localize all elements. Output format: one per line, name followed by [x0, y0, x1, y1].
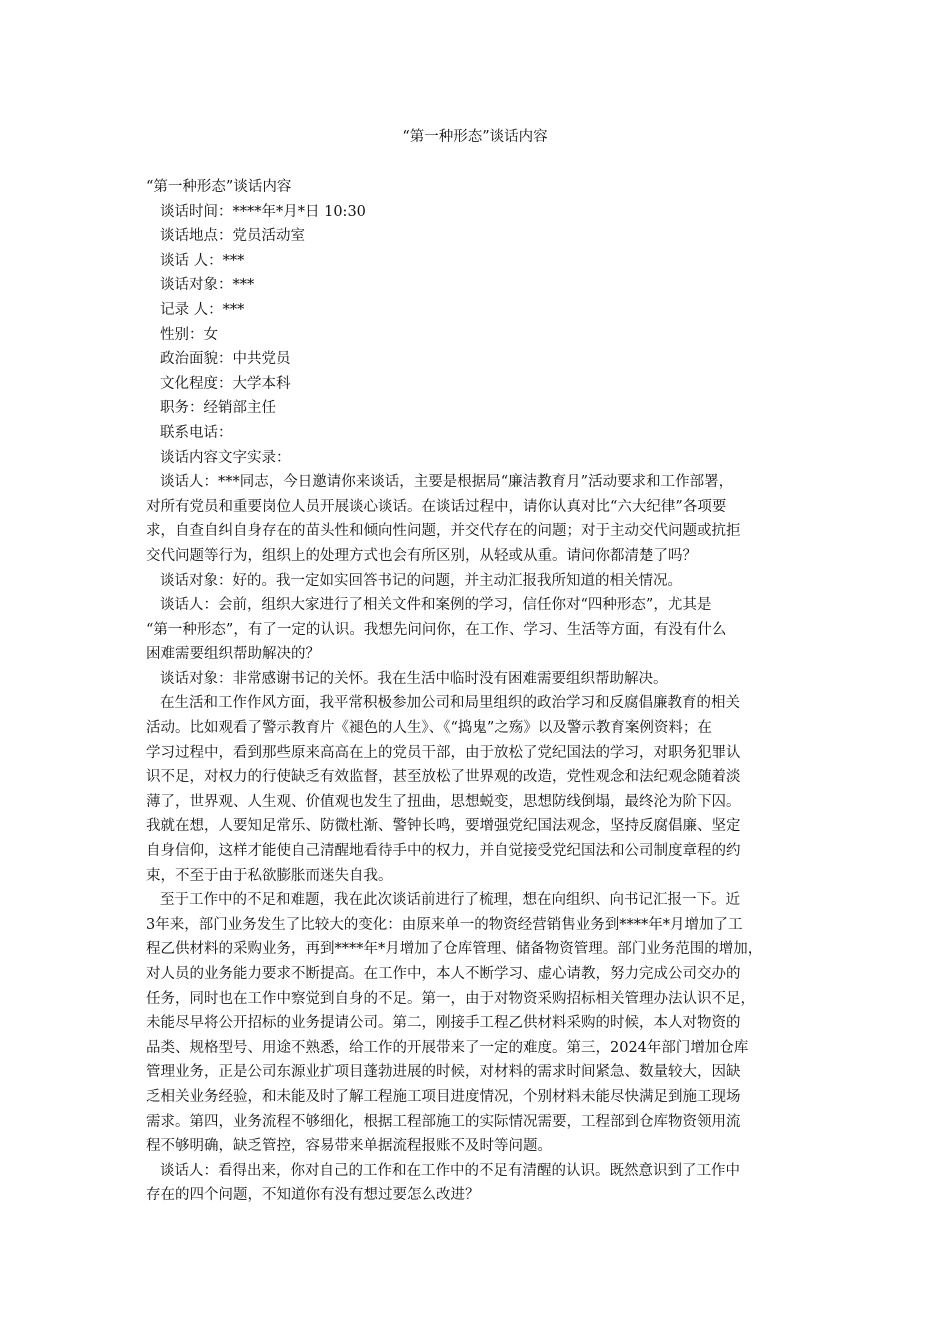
text-line: 在生活和工作作风方面，我平常积极参加公司和局里组织的政治学习和反腐倡廉教育的相关	[160, 695, 740, 712]
text-line: 识不足，对权力的行使缺乏有效监督，甚至放松了世界观的改造，党性观念和法纪观念随着淡	[146, 769, 741, 786]
text-line: 活动。比如观看了警示教育片《褪色的人生》、《“捣鬼”之殇》以及警示教育案例资料；在	[146, 720, 712, 737]
text-line: 品类、规格型号、用途不熟悉，给工作的开展带来了一定的难度。第三，2024年部门增加仓库	[146, 1039, 749, 1056]
text-line: 存在的四个问题，不知道你有没有想过要怎么改进？	[146, 1187, 480, 1204]
text-line: 至于工作中的不足和难题，我在此次谈话前进行了梳理，想在向组织、向书记汇报一下。近	[160, 892, 740, 909]
text-line: 交代问题等行为，组织上的处理方式也会有所区别，从轻或从重。请问你都清楚了吗？	[146, 547, 697, 564]
text-line: 谈话时间：****年*月*日 10:30	[160, 203, 366, 220]
text-line: 联系电话：	[160, 424, 233, 441]
text-line: 职务：经销部主任	[160, 400, 276, 417]
document-body	[146, 175, 812, 1208]
text-line: 未能尽早将公开招标的业务提请公司。第二，刚接手工程乙供材料采购的时候，本人对物资的	[146, 1015, 741, 1032]
text-line: 薄了，世界观、人生观、价值观也发生了扭曲，思想蜕变，思想防线倒塌，最终沦为阶下囚。	[146, 793, 741, 810]
text-line: 谈话对象：***	[160, 277, 255, 294]
text-line: 对人员的业务能力要求不断提高。在工作中，本人不断学习、虚心请教，努力完成公司交办的	[146, 966, 741, 982]
text-line: 学习过程中，看到那些原来高高在上的党员干部，由于放松了党纪国法的学习，对职务犯罪认	[146, 744, 741, 761]
text-line: 任务，同时也在工作中察觉到自身的不足。第一，由于对物资采购招标相关管理办法认识不足，	[146, 990, 755, 1007]
text-line: 自身信仰，这样才能使自己清醒地看待手中的权力，并自觉接受党纪国法和公司制度章程的约	[146, 843, 741, 860]
text-line: 谈话地点：党员活动室	[160, 228, 305, 245]
text-line: 困难需要组织帮助解决的？	[146, 646, 320, 663]
text-line: 谈话内容文字实录：	[160, 449, 291, 466]
text-line: 谈话 人：***	[160, 252, 245, 269]
text-line: 政治面貌：中共党员	[160, 351, 291, 368]
text-line: 性别：女	[160, 326, 218, 343]
text-line: 束，不至于由于私欲膨胀而迷失自我。	[146, 867, 393, 884]
text-line: 我就在想，人要知足常乐、防微杜渐、警钟长鸣，要增强党纪国法观念，坚持反腐倡廉、坚定	[146, 818, 741, 835]
text-line: “第一种形态”谈话内容	[146, 179, 292, 195]
text-line: 谈话人：看得出来，你对自己的工作和在工作中的不足有清醒的认识。既然意识到了工作中	[160, 1162, 740, 1179]
text-line: 管理业务，正是公司东源业扩项目蓬勃进展的时候，对材料的需求时间紧急、数量较大，因缺	[146, 1064, 741, 1081]
text-line: 对所有党员和重要岗位人员开展谈心谈话。在谈话过程中，请你认真对比“六大纪律”各项要	[146, 498, 727, 515]
text-line: “第一种形态”，有了一定的认识。我想先问问你，在工作、学习、生活等方面，有没有什么	[146, 621, 727, 638]
text-line: 程乙供材料的采购业务，再到****年*月增加了仓库管理、储备物资管理。部门业务范围的增加，	[146, 941, 763, 958]
text-line: 需求。第四，业务流程不够细化，根据工程部施工的实际情况需要，工程部到仓库物资领用流	[146, 1113, 741, 1130]
text-line: 文化程度：大学本科	[160, 375, 291, 392]
text-line: 谈话对象：非常感谢书记的关怀。我在生活中临时没有困难需要组织帮助解决。	[160, 670, 668, 687]
document-title: “第一种形态”谈话内容	[402, 129, 548, 145]
text-line: 3年来，部门业务发生了比较大的变化：由原来单一的物资经营销售业务到****年*月增加了工	[146, 916, 743, 933]
text-line: 乏相关业务经验，和未能及时了解工程施工项目进度情况，个别材料未能尽快满足到施工现场	[146, 1088, 741, 1105]
text-line: 求，自查自纠自身存在的苗头性和倾向性问题，并交代存在的问题；对于主动交代问题或抗拒	[146, 523, 741, 540]
text-line: 记录 人：***	[160, 301, 245, 318]
text-line: 谈话人：***同志，今日邀请你来谈话，主要是根据局“廉洁教育月”活动要求和工作部署，	[160, 474, 734, 491]
text-line: 程不够明确，缺乏管控，容易带来单据流程报账不及时等问题。	[146, 1138, 552, 1155]
text-line: 谈话人：会前，组织大家进行了相关文件和案例的学习，信任你对“四种形态”，尤其是	[160, 597, 712, 614]
text-line: 谈话对象：好的。我一定如实回答书记的问题，并主动汇报我所知道的相关情况。	[160, 572, 682, 589]
